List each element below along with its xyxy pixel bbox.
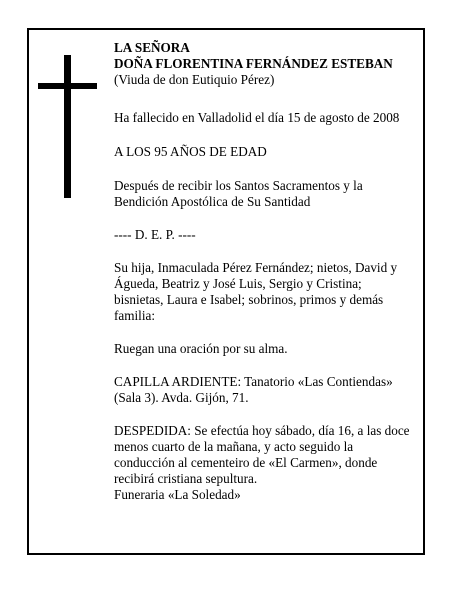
farewell-line-3: conducción al cementeiro de «El Carmen», donde: [114, 455, 378, 470]
chapel-line-2: (Sala 3). Avda. Gijón, 71.: [114, 390, 249, 405]
deceased-name: DOÑA FLORENTINA FERNÁNDEZ ESTEBAN: [114, 56, 393, 71]
sacraments-line-1: Después de recibir los Santos Sacramentos y la: [114, 178, 363, 193]
age-line: A LOS 95 AÑOS DE EDAD: [114, 144, 267, 159]
rip-line: ---- D. E. P. ----: [114, 227, 196, 242]
funeral-home: Funeraria «La Soledad»: [114, 487, 241, 502]
cross-horizontal-bar: [38, 83, 97, 89]
family-line-2: Águeda, Beatriz y José Luis, Sergio y Cristina;: [114, 276, 362, 291]
farewell-line-4: recibirá cristiana sepultura.: [114, 471, 258, 486]
death-notice: Ha fallecido en Valladolid el día 15 de agosto de 2008: [114, 110, 400, 125]
cross-vertical-bar: [64, 55, 71, 198]
obituary-text: [114, 40, 426, 503]
family-line-4: familia:: [114, 308, 156, 323]
family-line-3: bisnietas, Laura e Isabel; sobrinos, primos y demás: [114, 292, 384, 307]
farewell-line-2: menos cuarto de la mañana, y acto seguido la: [114, 439, 354, 454]
title-line: LA SEÑORA: [114, 40, 190, 55]
family-line-1: Su hija, Inmaculada Pérez Fernández; nietos, David y: [114, 260, 398, 275]
chapel-line-1: CAPILLA ARDIENTE: Tanatorio «Las Contiendas»: [114, 374, 393, 389]
farewell-line-1: DESPEDIDA: Se efectúa hoy sábado, día 16, a las doce: [114, 423, 410, 438]
prayer-line: Ruegan una oración por su alma.: [114, 341, 288, 356]
widow-note: (Viuda de don Eutiquio Pérez): [114, 72, 275, 87]
sacraments-line-2: Bendición Apostólica de Su Santidad: [114, 194, 311, 209]
